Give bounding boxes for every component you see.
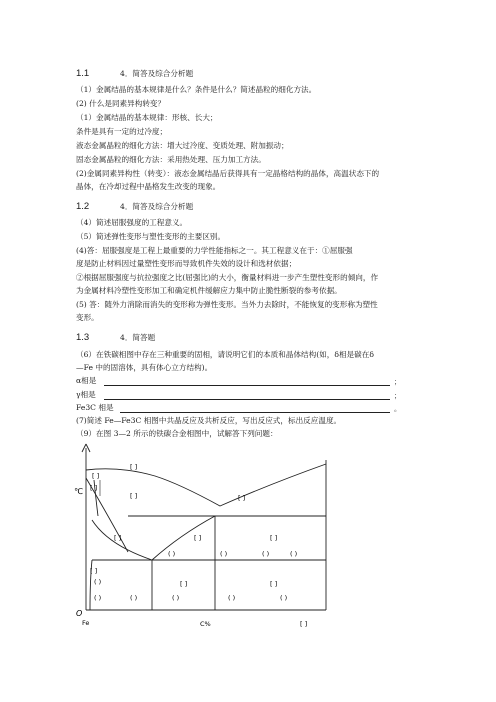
answer-blank-fe3c[interactable] — [120, 412, 390, 413]
region-paren: ( ) — [168, 550, 176, 558]
section-number: 1.3 — [76, 332, 90, 343]
blank-end-mark: ； — [394, 392, 401, 400]
answer-blank-gamma[interactable] — [104, 399, 390, 400]
fe-label: Fe — [82, 619, 90, 627]
region-bracket: [ ] — [270, 534, 278, 542]
section-number: 1.1 — [76, 68, 90, 79]
region-bracket: [ ] — [130, 492, 138, 500]
region-paren: ( ) — [290, 550, 298, 558]
text-line: 变形。 — [76, 313, 99, 322]
region-paren: ( ) — [220, 550, 228, 558]
answer-label-fe3c: Fe3C 相是 — [76, 403, 114, 412]
region-parentheses — [94, 550, 297, 602]
region-bracket: [ ] — [180, 580, 188, 588]
region-bracket: [ ] — [270, 580, 278, 588]
text-line: （5）简述弹性变形与塑性变形的主要区别。 — [76, 232, 226, 241]
region-paren: ( ) — [172, 594, 180, 602]
region-paren: ( ) — [262, 550, 270, 558]
text-line: （9）在图 3—2 所示的铁碳合金相图中，试解答下列问题： — [76, 429, 278, 438]
region-bracket: [ ] — [130, 463, 138, 471]
section-heading-1-2 — [76, 201, 193, 213]
fe3c-bracket: [ ] — [300, 620, 308, 628]
blank-end-mark: ； — [394, 378, 401, 386]
region-bracket: [ ] — [92, 472, 100, 480]
fe-c-phase-diagram — [60, 440, 360, 650]
text-line: (5) 答：随外力消除而消失的变形称为弹性变形。当外力去除时，不能恢复的变形称为塑性 — [76, 300, 378, 309]
text-line: (7)简述 Fe—Fe3C 相图中共晶反应及共析反应，写出反应式，标出反应温度。 — [76, 416, 342, 425]
a3-line — [92, 520, 152, 560]
section-title: 4．简答题 — [120, 333, 156, 342]
region-bracket: [ ] — [90, 484, 98, 492]
region-bracket: [ ] — [194, 534, 202, 542]
region-bracket: [ ] — [114, 534, 122, 542]
liquidus-line — [86, 464, 326, 506]
text-line: (4)答：屈服强度是工程上最重要的力学性能指标之一。其工程意义在于：①屈服强 — [76, 246, 353, 255]
text-line: （1）金属结晶的基本规律是什么？条件是什么？简述晶粒的细化方法。 — [76, 85, 317, 94]
text-line: (2)金属同素异构性（转变）：液态金属结晶后获得具有一定晶格结构的晶体，高温状态下的 — [76, 169, 380, 178]
region-paren: ( ) — [94, 578, 102, 586]
text-line: （4）简述屈服强度的工程意义。 — [76, 218, 188, 227]
text-line: （1）金属结晶的基本规律：形核、长大； — [76, 113, 218, 122]
section-title: 4．简答及综合分析题 — [120, 202, 194, 211]
section-heading-1-3 — [76, 332, 155, 344]
text-line: 条件是具有一定的过冷度； — [76, 127, 168, 136]
answer-label-gamma: γ相是 — [76, 390, 96, 399]
acm-line — [152, 516, 215, 560]
carbon-percent-label: C% — [200, 620, 211, 628]
text-line: 为金属材料冷塑性变形加工和确定机件缓解应力集中防止脆性断裂的参考依据。 — [76, 286, 342, 295]
region-paren: ( ) — [280, 594, 288, 602]
text-line: 固态金属晶粒的细化方法：采用热处理、压力加工方法。 — [76, 155, 266, 164]
section-number: 1.2 — [76, 201, 90, 212]
region-brackets — [90, 463, 277, 588]
text-line: (2) 什么是同素异构转变？ — [76, 99, 166, 108]
section-heading-1-1 — [76, 68, 193, 80]
section-title: 4．简答及综合分析题 — [120, 69, 194, 78]
origin-label: O — [76, 609, 83, 618]
temperature-unit-label: ℃ — [74, 487, 83, 496]
text-line: （6）在铁碳相图中存在三种重要的固相，请说明它们的本质和晶体结构(如，δ相是碳在δ — [76, 350, 374, 359]
region-bracket: [ ] — [238, 494, 246, 502]
text-line: 液态金属晶粒的细化方法：增大过冷度、变质处理、附加振动； — [76, 141, 289, 150]
region-bracket: [ ] — [90, 567, 98, 575]
text-line: 晶体，在冷却过程中晶格发生改变的现象。 — [76, 182, 221, 191]
region-paren: ( ) — [94, 594, 102, 602]
answer-blank-alpha[interactable] — [104, 385, 390, 386]
region-paren: ( ) — [130, 594, 138, 602]
text-line: —Fe 中的固溶体，具有体心立方结构)。 — [76, 363, 213, 372]
axis-arrow — [82, 444, 86, 452]
region-paren: ( ) — [228, 594, 236, 602]
text-line: 度是防止材料因过量塑性变形而导致机件失效的设计和选材依据； — [76, 259, 297, 268]
text-line: ②根据屈服强度与抗拉强度之比(屈强比)的大小，衡量材料进一步产生塑性变形的倾向，作 — [76, 273, 379, 282]
axis-arrow — [86, 444, 90, 452]
blank-end-mark: 。 — [394, 405, 401, 413]
answer-label-alpha: α相是 — [76, 376, 97, 385]
